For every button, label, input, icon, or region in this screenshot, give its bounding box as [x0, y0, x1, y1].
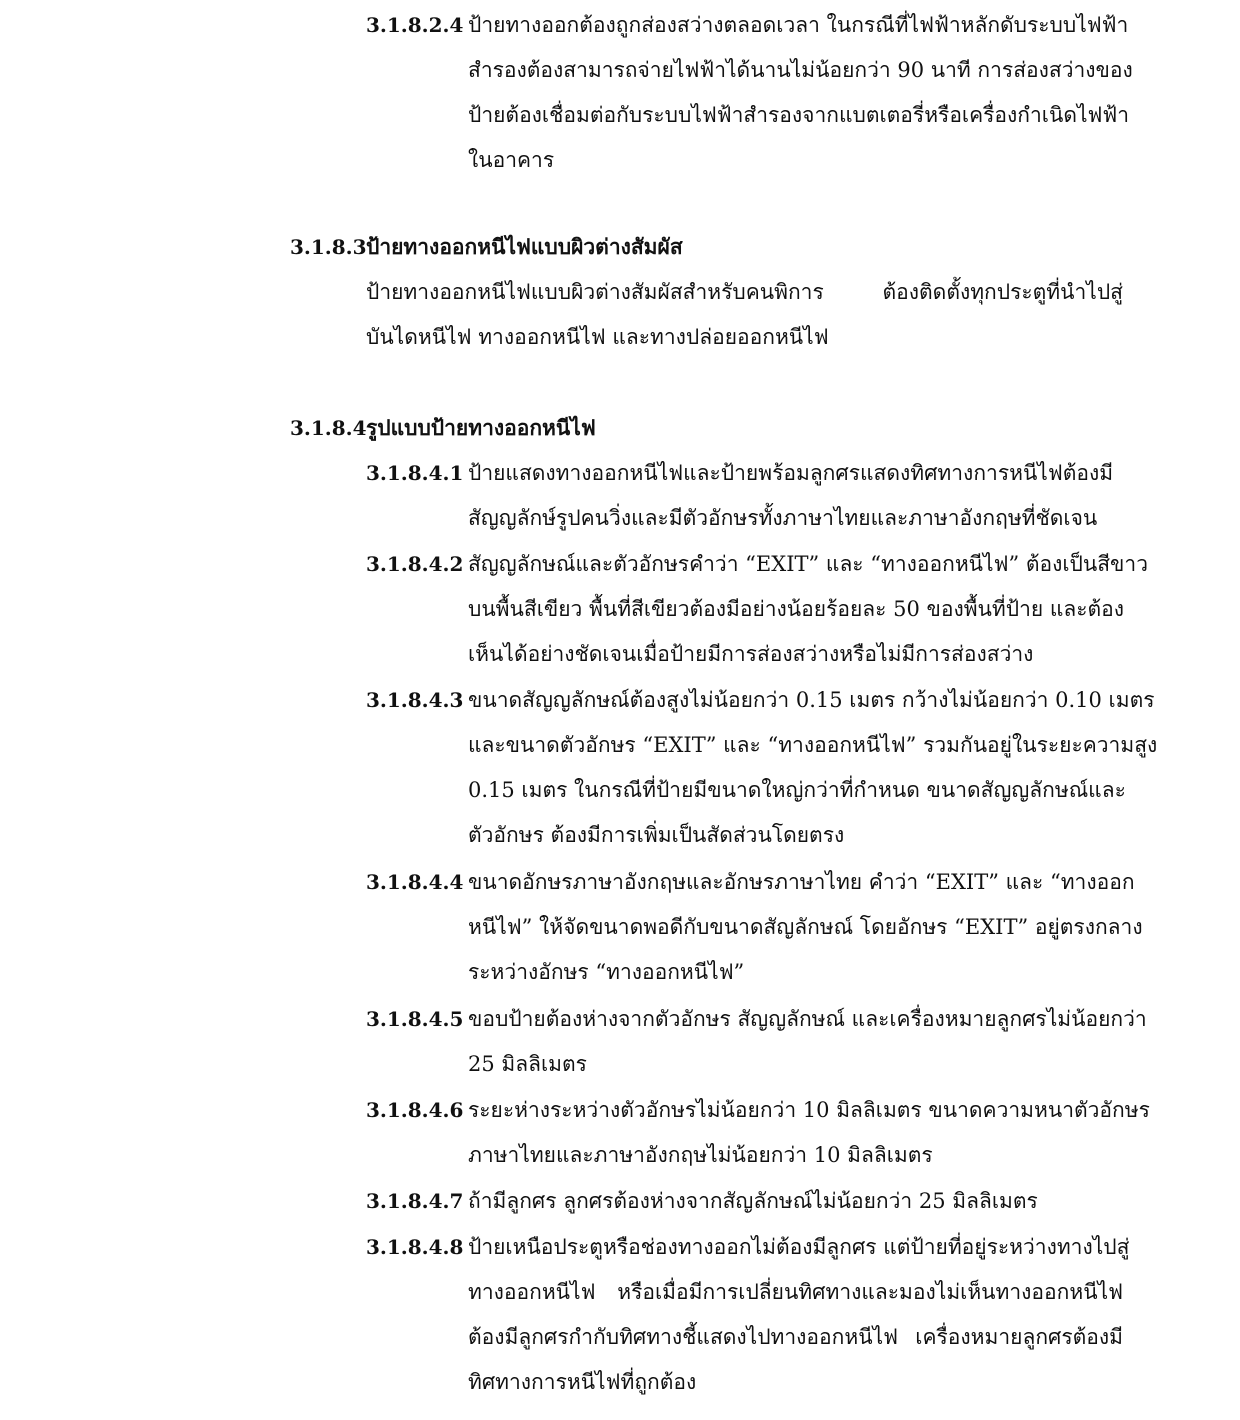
clause-text-line: สำรองต้องสามารถจ่ายไฟฟ้าได้นานไม่น้อยกว่า 90 นาที การส่องสว่างของ	[468, 58, 1133, 82]
clause-text-line: บนพื้นสีเขียว พื้นที่สีเขียวต้องมีอย่างน้อยร้อยละ 50 ของพื้นที่ป้าย และต้อง	[468, 597, 1125, 621]
clause-text-line: เห็นได้อย่างชัดเจนเมื่อป้ายมีการส่องสว่างหรือไม่มีการส่องสว่าง	[468, 642, 1034, 666]
section-title: รูปแบบป้ายทางออกหนีไฟ	[366, 415, 596, 440]
clause-text-line: ป้ายต้องเชื่อมต่อกับระบบไฟฟ้าสำรองจากแบตเตอรี่หรือเครื่องกำเนิดไฟฟ้า	[468, 103, 1130, 127]
clause-text-line: ขอบป้ายต้องห่างจากตัวอักษร สัญญลักษณ์ และเครื่องหมายลูกศรไม่น้อยกว่า	[468, 1007, 1147, 1031]
clause-text-line: และขนาดตัวอักษร “EXIT” และ “ทางออกหนีไฟ” รวมกันอยู่ในระยะความสูง	[468, 733, 1158, 757]
clause-text-line: 0.15 เมตร ในกรณีที่ป้ายมีขนาดใหญ่กว่าที่กำหนด ขนาดสัญญลักษณ์และ	[468, 778, 1126, 802]
clause-number: 3.1.8.4.6	[366, 1098, 464, 1122]
clause-number: 3.1.8.4.5	[366, 1007, 464, 1031]
clause-text-line: ป้ายทางออกต้องถูกส่องสว่างตลอดเวลา ในกรณีที่ไฟฟ้าหลักดับระบบไฟฟ้า	[468, 13, 1129, 37]
section-text-line: บันไดหนีไฟ ทางออกหนีไฟ และทางปล่อยออกหนีไฟ	[366, 325, 829, 349]
section-number: 3.1.8.4	[290, 416, 367, 440]
clause-text-line: สัญญลักษณ์และตัวอักษรคำว่า “EXIT” และ “ทางออกหนีไฟ” ต้องเป็นสีขาว	[468, 552, 1148, 576]
clause-text-line: ป้ายแสดงทางออกหนีไฟและป้ายพร้อมลูกศรแสดงทิศทางการหนีไฟต้องมี	[468, 461, 1114, 485]
clause-text-line: ขนาดสัญญลักษณ์ต้องสูงไม่น้อยกว่า 0.15 เมตร กว้างไม่น้อยกว่า 0.10 เมตร	[468, 688, 1155, 712]
clause-number: 3.1.8.4.8	[366, 1235, 464, 1259]
clause-number: 3.1.8.2.4	[366, 13, 464, 37]
clause-number: 3.1.8.4.2	[366, 552, 464, 576]
clause-number: 3.1.8.4.4	[366, 870, 464, 894]
section-number: 3.1.8.3	[290, 235, 367, 259]
section-title: ป้ายทางออกหนีไฟแบบผิวต่างสัมผัส	[366, 234, 683, 259]
clause-text-line: ตัวอักษร ต้องมีการเพิ่มเป็นสัดส่วนโดยตรง	[468, 823, 845, 847]
clause-number: 3.1.8.4.7	[366, 1189, 464, 1213]
clause-text-line: ระหว่างอักษร “ทางออกหนีไฟ”	[468, 960, 745, 984]
clause-text-line: ระยะห่างระหว่างตัวอักษรไม่น้อยกว่า 10 มิลลิเมตร ขนาดความหนาตัวอักษร	[468, 1098, 1150, 1122]
clause-text-line: ขนาดอักษรภาษาอังกฤษและอักษรภาษาไทย คำว่า “EXIT” และ “ทางออก	[468, 870, 1135, 894]
section-text-line: ป้ายทางออกหนีไฟแบบผิวต่างสัมผัสสำหรับคนพิการ ต้องติดตั้งทุกประตูที่นำไปสู่	[366, 280, 1123, 304]
clause-text-line: สัญญลักษ์รูปคนวิ่งและมีตัวอักษรทั้งภาษาไทยและภาษาอังกฤษที่ชัดเจน	[468, 506, 1098, 530]
clause-text-line: ทิศทางการหนีไฟที่ถูกต้อง	[468, 1370, 697, 1394]
clause-number: 3.1.8.4.1	[366, 461, 464, 485]
clause-text-line: ป้ายเหนือประตูหรือช่องทางออกไม่ต้องมีลูกศร แต่ป้ายที่อยู่ระหว่างทางไปสู่	[468, 1235, 1130, 1259]
clause-text-line: หนีไฟ” ให้จัดขนาดพอดีกับขนาดสัญลักษณ์ โดยอักษร “EXIT” อยู่ตรงกลาง	[468, 915, 1143, 939]
clause-text-line: ต้องมีลูกศรกำกับทิศทางชี้แสดงไปทางออกหนีไฟ เครื่องหมายลูกศรต้องมี	[468, 1325, 1123, 1349]
clause-text-line: ทางออกหนีไฟ หรือเมื่อมีการเปลี่ยนทิศทางและมองไม่เห็นทางออกหนีไฟ	[468, 1280, 1123, 1304]
clause-text-line: ในอาคาร	[468, 148, 555, 172]
clause-text-line: 25 มิลลิเมตร	[468, 1052, 587, 1076]
clause-text-line: ถ้ามีลูกศร ลูกศรต้องห่างจากสัญลักษณ์ไม่น้อยกว่า 25 มิลลิเมตร	[468, 1189, 1038, 1213]
clause-text-line: ภาษาไทยและภาษาอังกฤษไม่น้อยกว่า 10 มิลลิเมตร	[468, 1143, 933, 1167]
clause-number: 3.1.8.4.3	[366, 688, 464, 712]
